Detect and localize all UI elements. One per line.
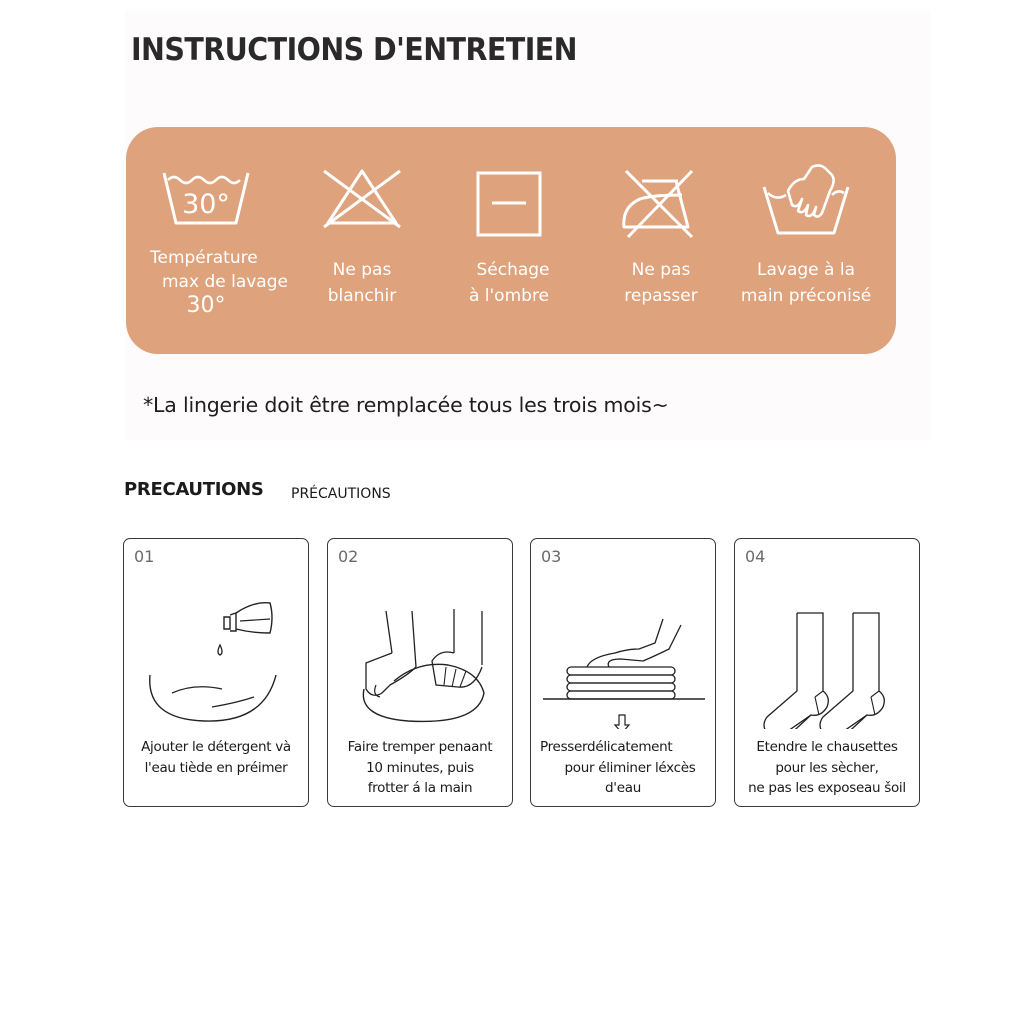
- detergent-basin-icon: [124, 589, 310, 729]
- care-item-hand-wash: [736, 127, 876, 354]
- precautions-title: PRECAUTIONS: [124, 479, 264, 500]
- replacement-note: *La lingerie doit être remplacée tous les trois mois~: [143, 393, 669, 417]
- step-text: Faire tremper penaant 10 minutes, puis frotter á la main: [347, 739, 493, 796]
- care-item-dry-in-shade: [444, 127, 574, 354]
- hand-wash-icon: [760, 161, 852, 237]
- precaution-card-03: [530, 538, 716, 807]
- no-bleach-icon: [318, 163, 406, 229]
- step-text: Etendre le chausettes pour les sècher, ne pas les exposeau šoil: [748, 739, 906, 796]
- svg-text:30°: 30°: [182, 189, 230, 220]
- precautions-subtitle: PRÉCAUTIONS: [291, 486, 391, 502]
- precaution-card-01: [123, 538, 309, 807]
- care-symbols-box: [126, 127, 896, 354]
- precaution-card-02: [327, 538, 513, 807]
- care-label: Séchage à l'ombre: [468, 260, 550, 306]
- step-text: Presserdélicatement pour éliminer léxcès d'eau: [540, 739, 696, 796]
- care-item-no-bleach: [296, 127, 428, 354]
- step-text: Ajouter le détergent và l'eau tiède en préimer: [141, 739, 291, 776]
- care-label: Ne pas repasser: [624, 260, 698, 306]
- page-title: INSTRUCTIONS D'ENTRETIEN: [131, 32, 577, 68]
- precaution-card-04: [734, 538, 920, 807]
- care-item-wash-30: [138, 127, 288, 354]
- care-item-no-iron: [596, 127, 726, 354]
- hand-soak-rub-icon: [328, 589, 514, 729]
- dry-in-shade-icon: [474, 169, 544, 239]
- care-label: Température max de lavage 30°: [150, 248, 288, 318]
- care-label: Ne pas blanchir: [327, 260, 397, 306]
- no-iron-icon: [618, 167, 704, 239]
- step-number: 01: [134, 547, 155, 566]
- step-number: 03: [541, 547, 562, 566]
- step-number: 04: [745, 547, 766, 566]
- care-label: Lavage à la main préconisé: [740, 260, 872, 306]
- step-number: 02: [338, 547, 359, 566]
- wash-30-icon: [160, 163, 252, 227]
- press-stack-icon: [531, 589, 717, 729]
- socks-icon: [735, 589, 921, 729]
